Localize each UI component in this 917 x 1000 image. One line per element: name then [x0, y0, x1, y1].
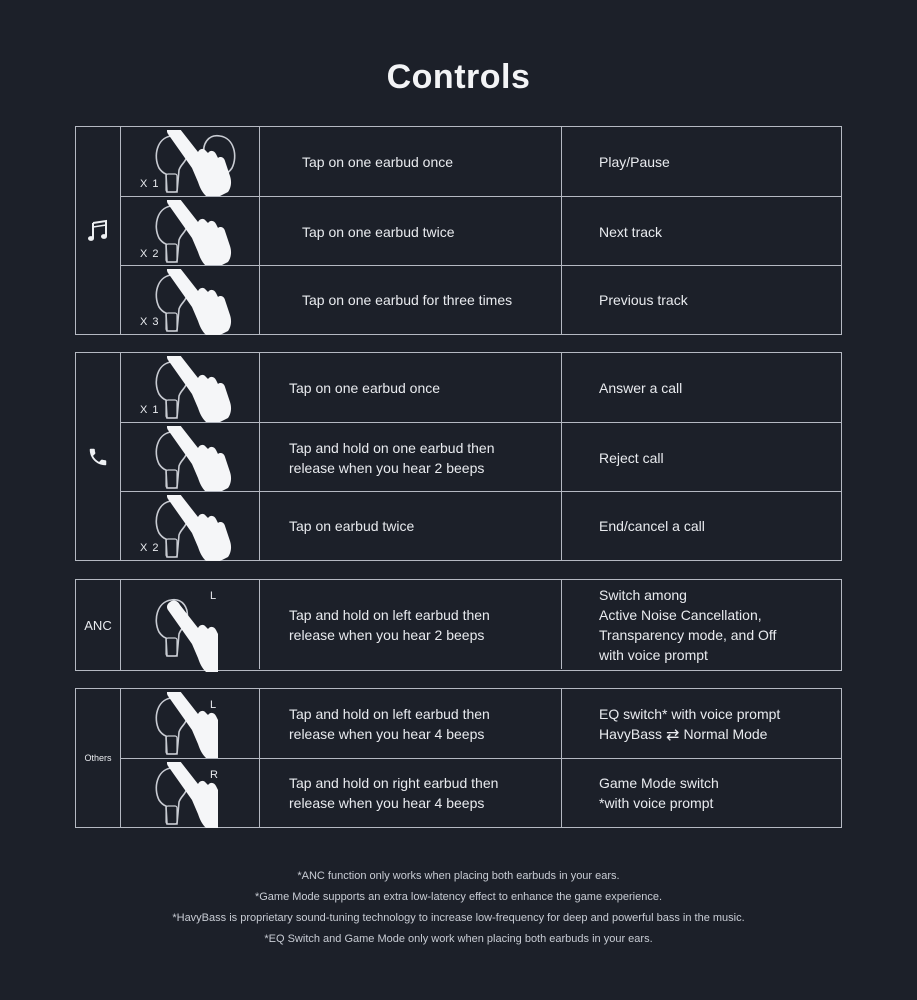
action-text: Tap and hold on right earbud then release when you hear 4 beeps	[260, 759, 562, 827]
music-controls-group	[75, 126, 842, 335]
phone-icon	[87, 446, 109, 468]
tap-count: X 3	[140, 316, 160, 328]
table-row	[120, 689, 841, 758]
gesture-illustration	[120, 689, 260, 758]
music-note-icon	[87, 219, 109, 243]
result-text: Previous track	[599, 292, 688, 308]
gesture-illustration	[120, 580, 260, 669]
gesture-illustration	[120, 266, 260, 334]
result-text: Answer a call	[599, 379, 683, 396]
eq-switch-label: EQ switch* with voice prompt	[599, 705, 781, 722]
footnotes	[0, 866, 917, 950]
finger-tap-icon	[148, 356, 248, 422]
gesture-illustration	[120, 492, 260, 560]
result-text: Play/Pause	[599, 153, 670, 170]
finger-hold-icon	[148, 594, 218, 680]
finger-tap-icon	[148, 200, 248, 266]
result-text	[562, 689, 841, 758]
music-category	[76, 127, 121, 334]
action-text: Tap on one earbud once	[260, 127, 562, 196]
table-row	[120, 353, 841, 422]
tap-count: X 1	[140, 178, 160, 190]
action-text: Tap and hold on one earbud then release when you hear 2 beeps	[260, 423, 562, 492]
others-category-label: Others	[76, 689, 121, 827]
finger-hold-icon	[148, 692, 218, 758]
other-controls-group	[75, 688, 842, 828]
result-text: Switch among Active Noise Cancellation, Transparency mode, and Off with voice prompt	[599, 586, 777, 663]
result-text: End/cancel a call	[599, 518, 705, 534]
footnote-eq-game: *EQ Switch and Game Mode only work when placing both earbuds in your ears.	[264, 933, 653, 945]
page-title: Controls	[386, 58, 531, 96]
tap-count: X 2	[140, 248, 160, 260]
gesture-illustration	[120, 197, 260, 266]
finger-hold-icon	[148, 762, 218, 828]
action-text: Tap and hold on left earbud then release when you hear 4 beeps	[260, 689, 562, 758]
gesture-illustration	[120, 423, 260, 492]
action-text: Tap and hold on left earbud then release when you hear 2 beeps	[260, 580, 562, 669]
anc-controls-group	[75, 579, 842, 671]
tap-count: X 2	[140, 542, 160, 554]
finger-hold-icon	[148, 426, 248, 492]
footnote-game-mode: *Game Mode supports an extra low-latency effect to enhance the game experience.	[254, 891, 663, 903]
table-row	[120, 422, 841, 492]
tap-count: X 1	[140, 404, 160, 416]
call-category	[76, 353, 121, 560]
gesture-illustration	[120, 759, 260, 827]
table-row	[120, 758, 841, 827]
table-row	[120, 580, 841, 669]
action-text: Tap on earbud twice	[260, 492, 562, 560]
earbud-side-label: L	[210, 590, 217, 602]
footnote-anc: *ANC function only works when placing both earbuds in your ears.	[297, 870, 620, 882]
action-text: Tap on one earbud twice	[260, 197, 562, 266]
finger-tap-icon	[148, 495, 248, 561]
earbud-side-label: R	[210, 769, 218, 781]
earbud-side-label: L	[210, 699, 217, 711]
table-row	[120, 491, 841, 560]
call-controls-group	[75, 352, 842, 561]
result-text: Game Mode switch *with voice prompt	[599, 775, 719, 811]
anc-category-label: ANC	[76, 580, 121, 670]
finger-tap-icon	[148, 130, 248, 196]
table-row	[120, 265, 841, 334]
table-row	[120, 196, 841, 266]
result-text: Next track	[599, 223, 663, 240]
footnote-havybass: *HavyBass is proprietary sound-tuning technology to increase low-frequency for deep and powerful bass in the music.	[172, 912, 745, 924]
table-row	[120, 127, 841, 196]
result-text: Reject call	[599, 449, 664, 466]
gesture-illustration	[120, 353, 260, 422]
normal-mode-label: Normal Mode	[683, 725, 768, 742]
havybass-label: HavyBass	[599, 725, 663, 742]
finger-tap-icon	[148, 269, 248, 335]
action-text: Tap on one earbud for three times	[260, 266, 562, 334]
gesture-illustration	[120, 127, 260, 196]
swap-arrows-icon: ⇄	[666, 726, 680, 744]
action-text: Tap on one earbud once	[260, 353, 562, 422]
